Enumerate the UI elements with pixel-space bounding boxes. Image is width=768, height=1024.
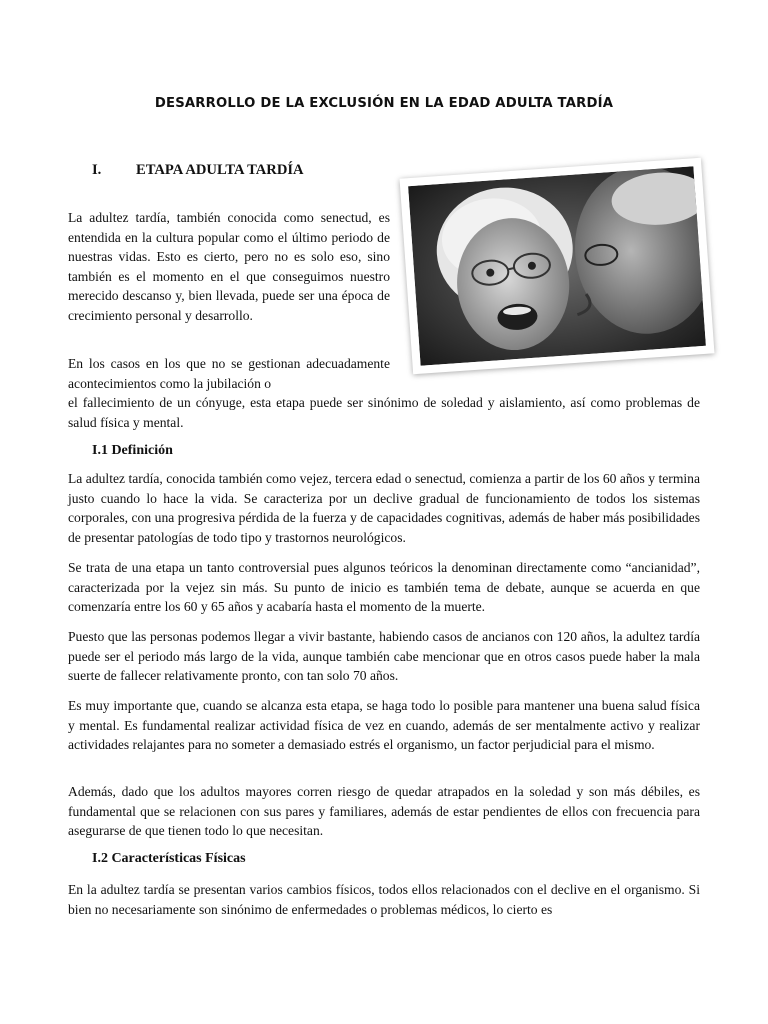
elderly-couple-photo <box>400 158 715 375</box>
definicion-paragraph-3: Puesto que las personas podemos llegar a vivir bastante, habiendo casos de ancianos con 120 años, la adultez tardía puede ser el periodo más largo de la vida, aunque también cabe mencionar que en otros casos puede haber la mala suerte de fallecer relativamente pronto, con tan solo 70 años. <box>68 629 700 683</box>
subsection-heading-definicion: I.1 Definición <box>92 443 173 458</box>
definicion-paragraph-5: Además, dado que los adultos mayores corren riesgo de quedar atrapados en la soledad y son más débiles, es fundamental que se relacionen con sus pares y familiares, además de estar pendientes de ellos con frecuencia para asegurarse de que tienen todo lo que necesitan. <box>68 784 700 838</box>
subsection-heading-caracteristicas: I.2 Características Físicas <box>92 851 246 866</box>
paragraph-2-start: En los casos en los que no se gestionan adecuadamente acontecimientos como la jubilación o <box>68 356 390 391</box>
definicion-paragraph-4: Es muy importante que, cuando se alcanza esta etapa, se haga todo lo posible para mantener una buena salud física y mental. Es fundamental realizar actividad física de vez en cuando, además de ser mentalmente activo y realizar actividades relajantes para no someter a demasiado estrés el organismo, un factor perjudicial para el mismo. <box>68 698 700 752</box>
document-title: DESARROLLO DE LA EXCLUSIÓN EN LA EDAD ADULTA TARDÍA <box>154 96 614 111</box>
definicion-paragraph-1: La adultez tardía, conocida también como vejez, tercera edad o senectud, comienza a partir de los 60 años y termina justo cuando lo hace la vida. Se caracteriza por un declive gradual de funcionamiento de todos los sistemas corporales, con una progresiva pérdida de la fuerza y de capacidades cognitivas, además de haber más posibilidades de presentar patologías de todo tipo y trastornos neurológicos. <box>68 471 700 545</box>
intro-paragraph: La adultez tardía, también conocida como senectud, es entendida en la cultura popular como el último periodo de nuestras vidas. Esto es cierto, pero no es solo eso, sino también es el momento en el que conseguimos nuestro merecido descanso y, bien llevada, puede ser una época de crecimiento personal y desarrollo. <box>68 210 390 323</box>
section-number: I. <box>92 162 102 178</box>
section-heading-text: ETAPA ADULTA TARDÍA <box>136 162 304 178</box>
section-heading-1 <box>92 162 304 179</box>
caracteristicas-paragraph-1: En la adultez tardía se presentan varios cambios físicos, todos ellos relacionados con el declive en el organismo. Si bien no necesariamente son sinónimo de enfermedades o problemas médicos, lo cierto es <box>68 882 700 917</box>
paragraph-2-end: el fallecimiento de un cónyuge, esta etapa puede ser sinónimo de soledad y aislamiento, así como problemas de salud física y mental. <box>68 395 700 430</box>
definicion-paragraph-2: Se trata de una etapa un tanto controversial pues algunos teóricos la denominan directamente como “ancianidad”, caracterizada por la vejez sin más. Su punto de inicio es también tema de debate, aunque se acuerda en que comenzaría entre los 60 y 65 años y acabaría hasta el momento de la muerte. <box>68 560 700 614</box>
photo-image <box>408 166 706 366</box>
